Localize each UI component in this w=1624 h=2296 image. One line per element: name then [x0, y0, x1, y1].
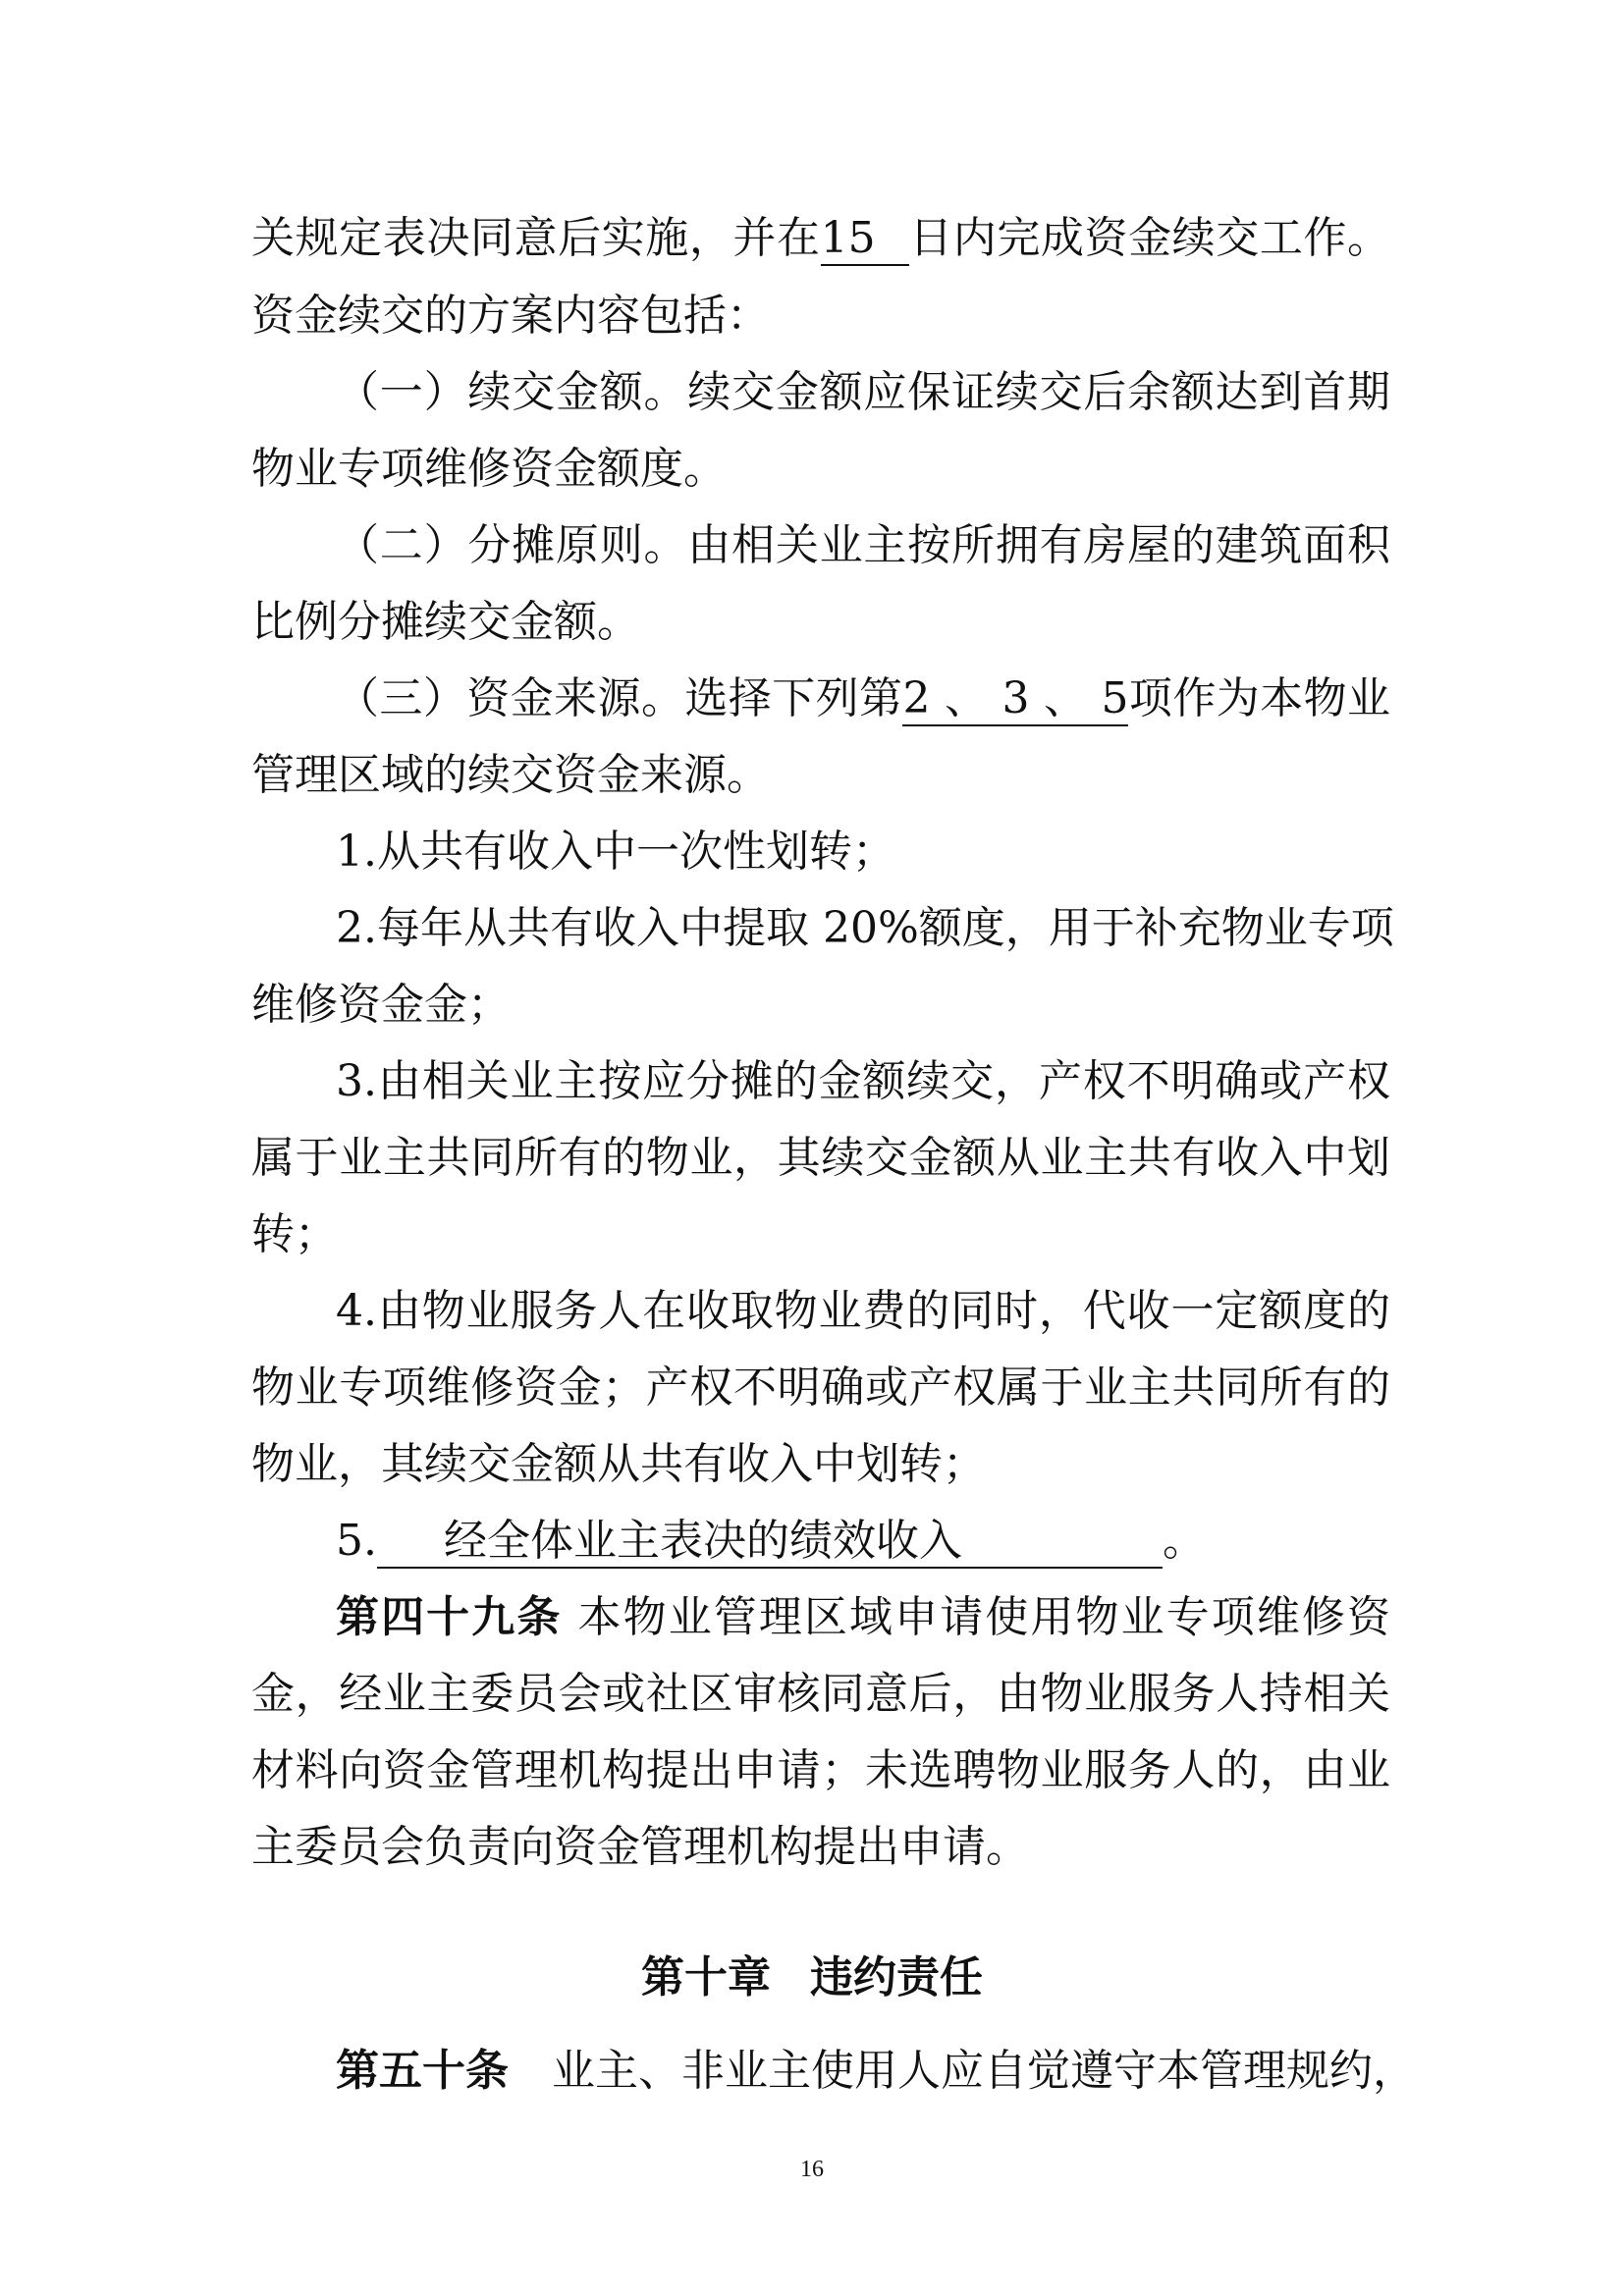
text-line: [336, 1588, 1390, 1647]
text-line: （二）分摊原则。由相关业主按所拥有房屋的建筑面积: [336, 520, 1390, 570]
text-line: 3.由相关业主按应分摊的金额续交，产权不明确或产权: [336, 1056, 1390, 1106]
text-line: 金，经业主委员会或社区审核同意后，由物业服务人持相关: [251, 1669, 1390, 1719]
text-line: 维修资金金；: [251, 980, 511, 1030]
text-line: 转；: [251, 1209, 338, 1259]
filled-blank: 经全体业主表决的绩效收入: [377, 1516, 1163, 1569]
text-line: 4.由物业服务人在收取物业费的同时，代收一定额度的: [336, 1286, 1390, 1336]
text-segment: 关规定表决同意后实施，并在: [251, 213, 821, 263]
chapter-heading: [0, 1949, 1624, 2007]
text-segment: 项作为本物业: [1128, 673, 1391, 723]
text-segment: 本物业管理区域申请使用物业专项维修资: [575, 1592, 1391, 1642]
text-line: （一）续交金额。续交金额应保证续交后余额达到首期: [336, 367, 1390, 417]
text-line: 材料向资金管理机构提出申请；未选聘物业服务人的，由业: [251, 1745, 1390, 1795]
text-segment: 。: [1162, 1516, 1206, 1566]
article-title: 第五十条: [336, 2046, 509, 2096]
text-line: 比例分摊续交金额。: [251, 597, 640, 647]
text-segment: （三）资金来源。选择下列第: [336, 673, 903, 723]
text-line: [336, 669, 1390, 728]
text-segment: 业主、非业主使用人应自觉遵守本管理规约，: [552, 2046, 1416, 2096]
page-number: 16: [800, 2157, 824, 2182]
text-line: 物业专项维修资金；产权不明确或产权属于业主共同所有的: [251, 1362, 1390, 1413]
chapter-number: 第十章: [641, 1952, 771, 2002]
text-line: 属于业主共同所有的物业，其续交金额从业主共有收入中划: [251, 1133, 1390, 1183]
filled-blank: 2、3、5: [902, 673, 1128, 726]
text-line: 物业，其续交金额从共有收入中划转；: [251, 1439, 986, 1489]
text-line: 2.每年从共有收入中提取 20%额度，用于补充物业专项: [336, 903, 1394, 953]
text-line: [336, 1512, 1390, 1571]
chapter-title: 违约责任: [810, 1952, 983, 2002]
text-line: 物业专项维修资金额度。: [251, 444, 727, 494]
text-line: 1.从共有收入中一次性划转；: [336, 827, 895, 877]
article-title: 第四十九条: [336, 1592, 563, 1642]
text-line: 管理区域的续交资金来源。: [251, 750, 770, 800]
text-line: [336, 2042, 1416, 2101]
text-segment: 5.: [336, 1516, 377, 1566]
text-segment: 日内完成资金续交工作。: [908, 213, 1391, 263]
text-line: [251, 209, 1390, 268]
text-line: 资金续交的方案内容包括：: [251, 291, 770, 341]
filled-blank: 15: [821, 213, 909, 266]
text-line: 主委员会负责向资金管理机构提出申请。: [251, 1822, 1029, 1872]
